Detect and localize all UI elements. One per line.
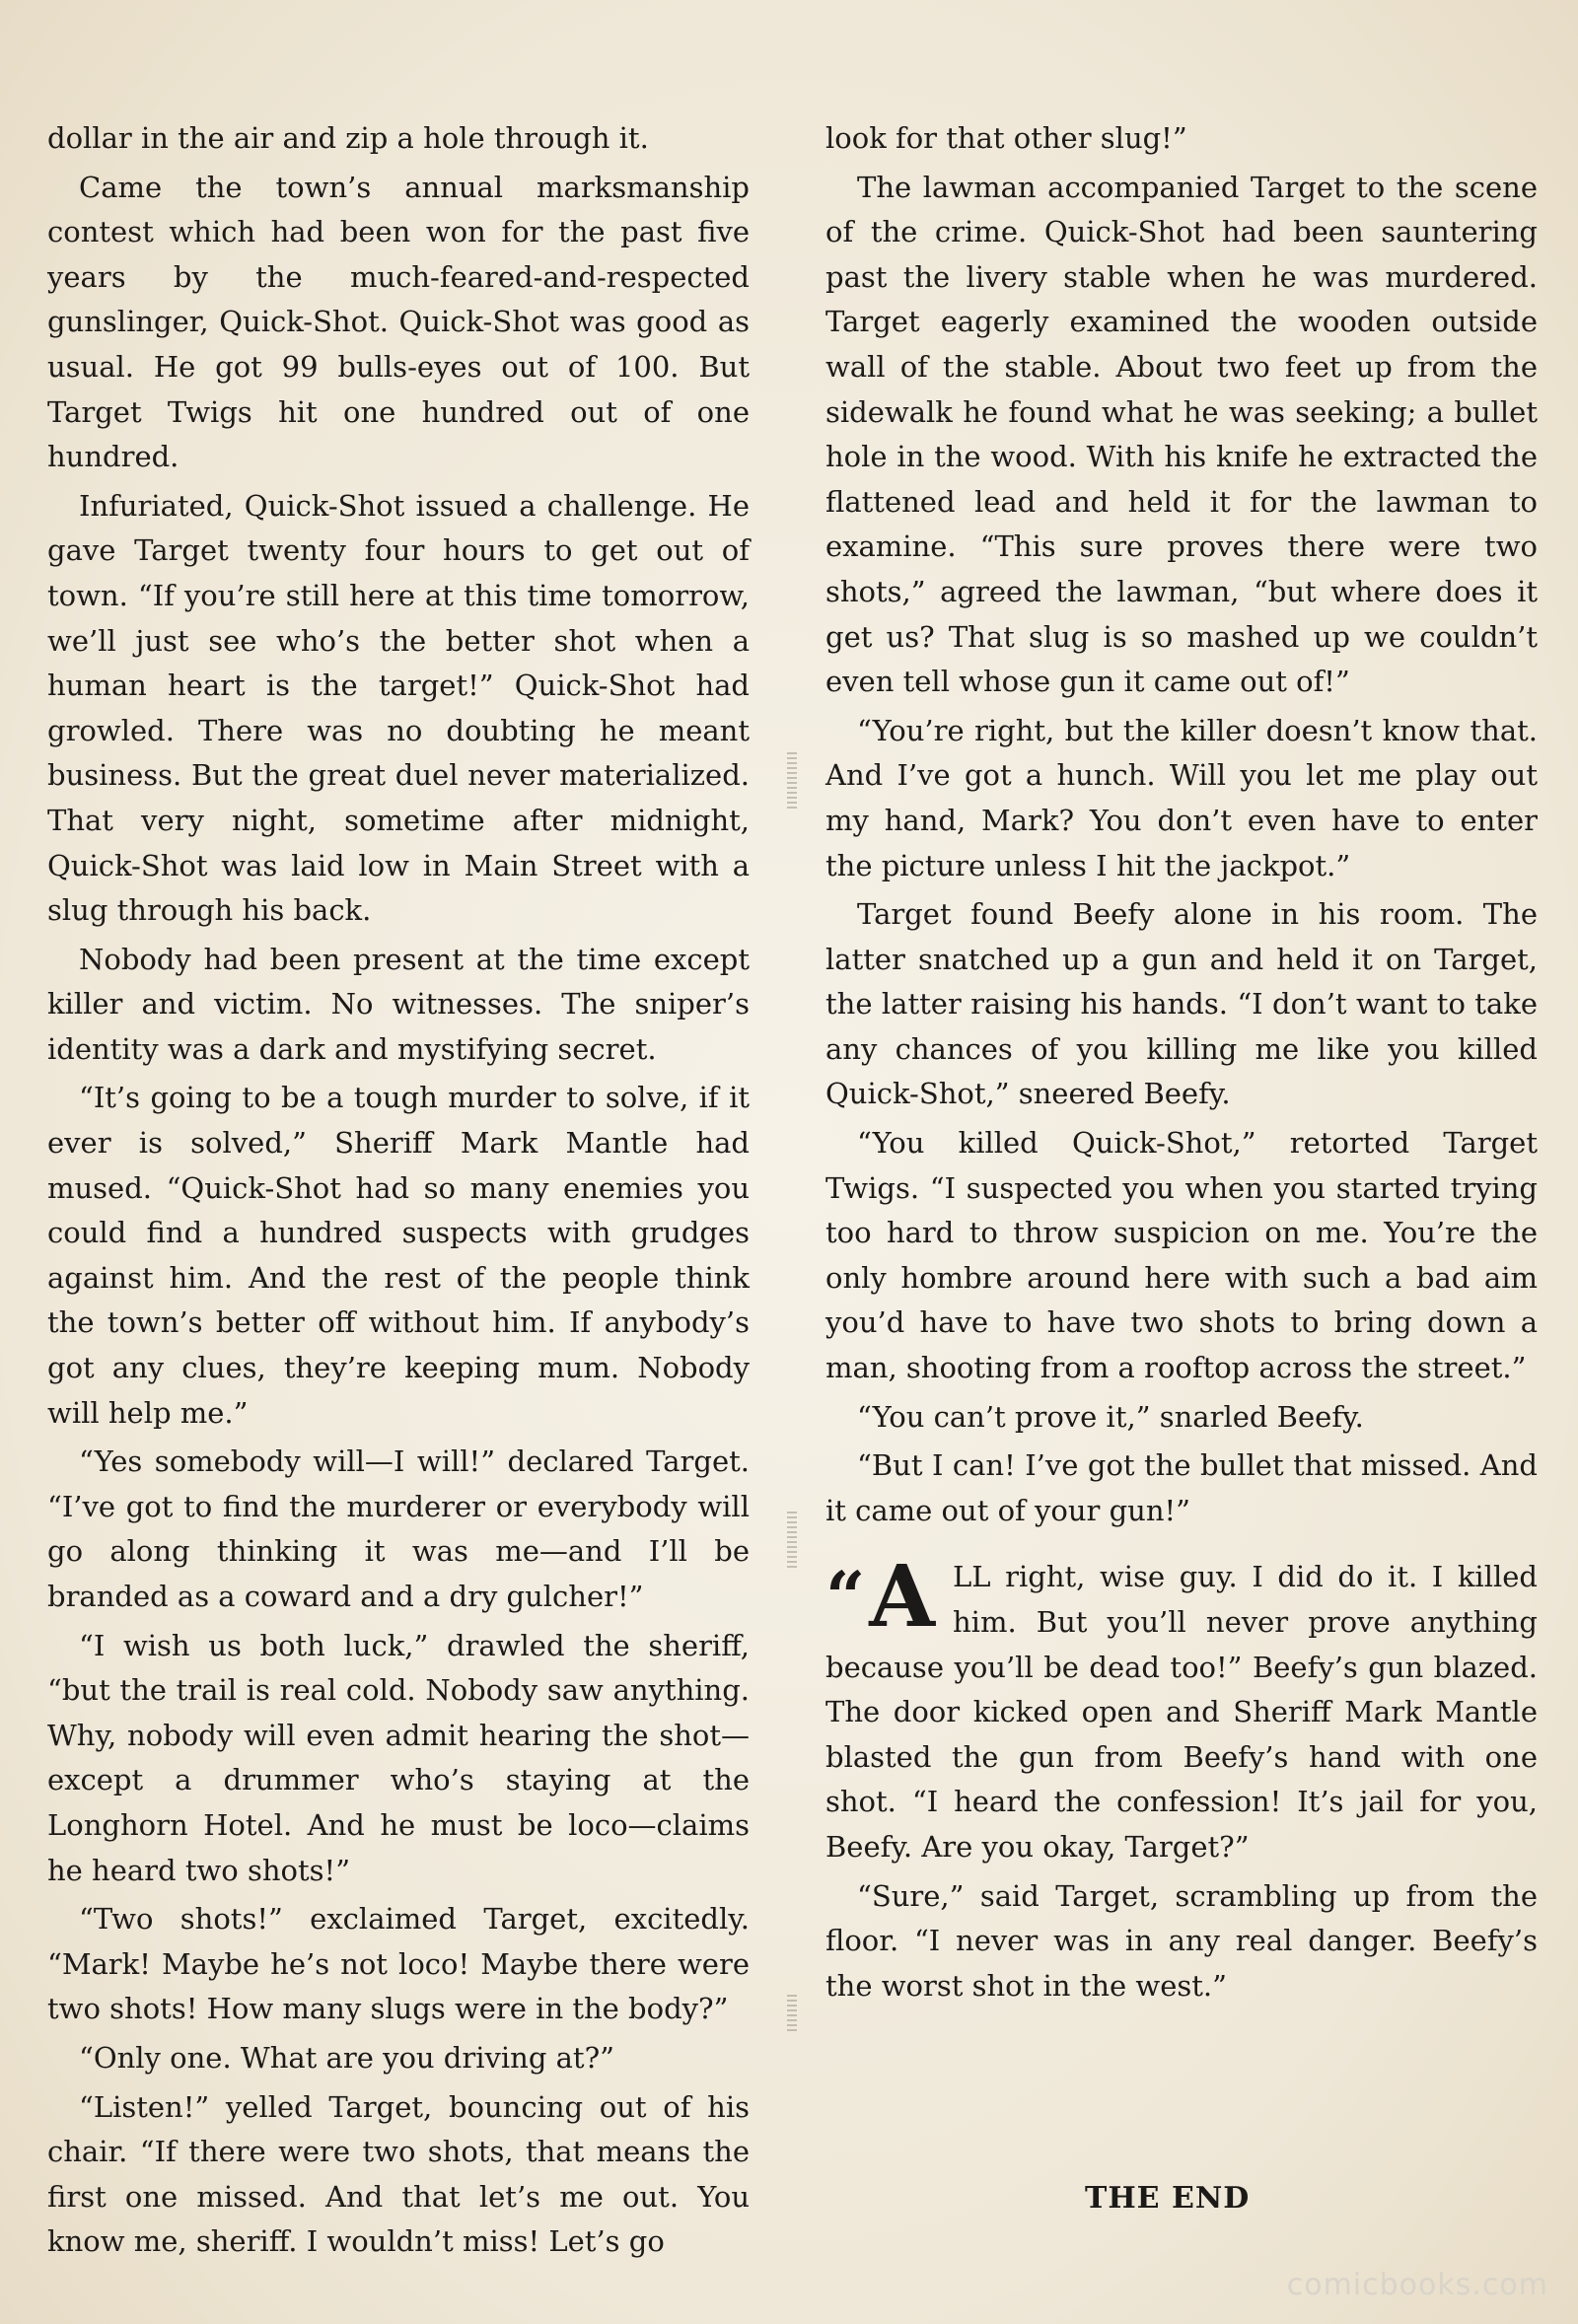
dropcap-paragraph-text: LL right, wise guy. I did do it. I killed him. But you’ll never prove anything because you’ll be dead too!” Beefy’s gun blazed. The door kicked open and Sheriff Mark Mantle blasted the gun from Beefy’s hand with one shot. “I heard the confession! It’s jail for you, Beefy. Are you okay, Target?” [825,1560,1538,1864]
left-column [47,116,750,2269]
right-column-paragraphs [825,116,1538,1533]
paragraph: dollar in the air and zip a hole through it. [47,121,649,155]
paragraph: “You’re right, but the killer doesn’t know that. And I’ve got a hunch. Will you let me play out my hand, Mark? You don’t even have to enter the picture unless I hit the jackpot.” [825,713,1538,882]
paragraph: “Only one. What are you driving at?” [79,2040,614,2075]
paragraph: The lawman accompanied Target to the scene of the crime. Quick-Shot had been sauntering past the livery stable when he was murdered. Target eagerly examined the wooden outside wall of the stable. About two feet up from the sidewalk he found what he was seeking; a bullet hole in the wood. With his knife he extracted the flattened lead and held it for the lawman to examine. “This sure proves there were two shots,” agreed the lawman, “but where does it get us? That slug is so mashed up we couldn’t even tell whose gun it came out of!” [825,170,1538,699]
paragraph: “It’s going to be a tough murder to solve, if it ever is solved,” Sheriff Mark Mantle had mused. “Quick-Shot had so many enemies you could find a hundred suspects with grudges against him. And the rest of the people think the town’s better off without him. If anybody’s got any clues, they’re keeping mum. Nobody will help me.” [47,1081,750,1430]
paragraph: Nobody had been present at the time except killer and victim. No witnesses. The sniper’s identity was a dark and mystifying secret. [47,942,750,1066]
paragraph: “But I can! I’ve got the bullet that missed. And it came out of your gun!” [825,1448,1538,1527]
paragraph: “I wish us both luck,” drawled the sheriff, “but the trail is real cold. Nobody saw anything. Why, nobody will even admit hearing the shot—except a drummer who’s staying at the Longhorn Hotel. And he must be loco—claims he heard two shots!” [47,1628,750,1887]
paragraph: “Yes somebody will—I will!” declared Target. “I’ve got to find the murderer or everybody will go along thinking it was me—and I’ll be branded as a coward and a dry gulcher!” [47,1444,750,1613]
gutter-smudge [787,1509,797,1568]
right-column [825,116,1538,2012]
paragraph: “You killed Quick-Shot,” retorted Target Twigs. “I suspected you when you started trying too hard to throw suspicion on me. You’re the only hombre around here with such a bad aim you’d have to have two shots to bring down a man, shooting from a rooftop across the street.” [825,1126,1538,1385]
paragraph: “You can’t prove it,” snarled Beefy. [857,1399,1364,1434]
paragraph: look for that other slug!” [825,121,1187,155]
the-end-label: THE END [1085,2181,1251,2216]
drop-cap: “A [825,1547,937,1648]
paragraph: Target found Beefy alone in his room. The latter snatched up a gun and held it on Target, the latter raising his hands. “I don’t want to take any chances of you killing me like you killed Quick-Shot,” sneered Beefy. [825,897,1538,1111]
site-watermark: comicbooks.com [1286,2268,1548,2302]
dropcap-paragraph [825,1547,1538,1869]
paragraph: Infuriated, Quick-Shot issued a challenge. He gave Target twenty four hours to get out of town. “If you’re still here at this time tomorrow, we’ll just see who’s the better shot when a human heart is the target!” Quick-Shot had growled. There was no doubting he meant business. But the great duel never materialized. That very night, sometime after midnight, Quick-Shot was laid low in Main Street with a slug through his back. [47,488,750,928]
paragraph: Came the town’s annual marksmanship contest which had been won for the past five years by the much-feared-and-respected gunslinger, Quick-Shot. Quick-Shot was good as usual. He got 99 bulls-eyes out of 100. But Target Twigs hit one hundred out of one hundred. [47,170,750,474]
gutter-smudge [787,1992,797,2031]
paragraph: “Listen!” yelled Target, bouncing out of his chair. “If there were two shots, that means the first one missed. And that let’s me out. You know me, sheriff. I wouldn’t miss! Let’s go [47,2089,750,2259]
paragraph: “Two shots!” exclaimed Target, excitedly. “Mark! Maybe he’s not loco! Maybe there were two shots! How many slugs were in the body?” [47,1902,750,2026]
closing-paragraph: “Sure,” said Target, scrambling up from the floor. “I never was in any real danger. Beefy’s the worst shot in the west.” [825,1878,1538,2003]
gutter-smudge [787,749,797,809]
